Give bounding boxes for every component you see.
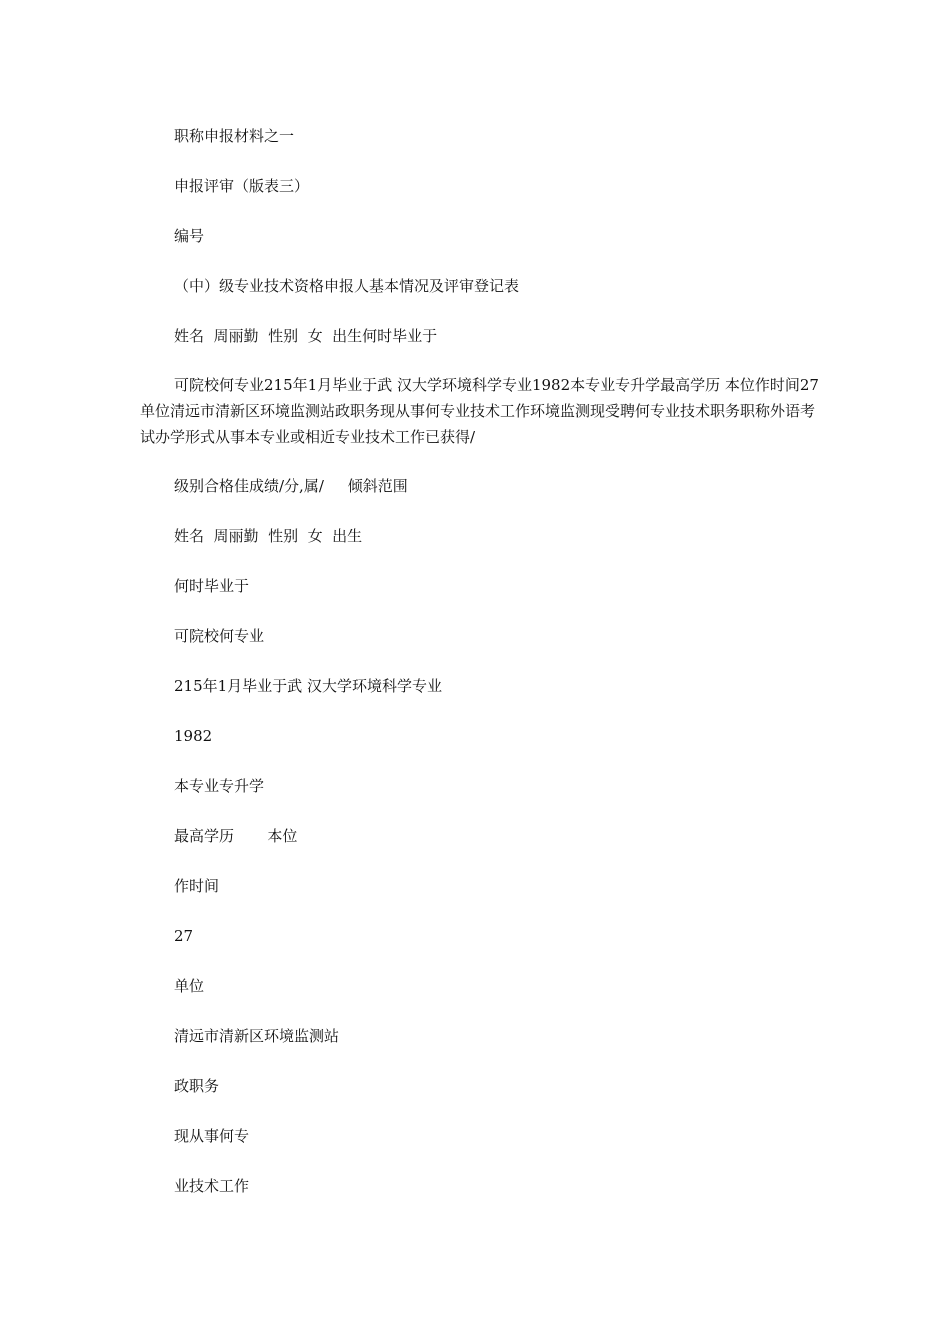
doc-paragraph: 可院校何专业215年1月毕业于武 汉大学环境科学专业1982本专业专升学最高学历 本位作时间27单位清远市清新区环境监测站政职务现从事何专业技术工作环境监测现受聘何专业技术职务职称外语考试办学形式从事本专业或相近专业技术工作已获得/ (140, 376, 819, 446)
doc-line: 级别合格佳成绩/分,属/ 倾斜范围 (174, 477, 408, 495)
doc-line-subtitle: 申报评审（版表三） (174, 177, 310, 195)
doc-line: 27 (174, 927, 194, 945)
doc-line: 作时间 (174, 877, 220, 895)
doc-line-title: 职称申报材料之一 (174, 127, 295, 145)
doc-line: 何时毕业于 (174, 577, 250, 595)
doc-line: 单位 (174, 977, 205, 995)
doc-line: 本专业专升学 (174, 777, 265, 795)
doc-line: 可院校何专业 (174, 627, 265, 645)
doc-line: 最高学历 本位 (174, 827, 298, 845)
doc-line-name-row: 姓名 周丽勤 性别 女 出生何时毕业于 (174, 327, 438, 345)
doc-line-number-label: 编号 (174, 227, 205, 245)
doc-line: 业技术工作 (174, 1177, 250, 1195)
doc-line: 1982 (174, 727, 213, 745)
doc-line: 现从事何专 (174, 1127, 250, 1145)
doc-line: 姓名 周丽勤 性别 女 出生 (174, 527, 363, 545)
doc-line: 215年1月毕业于武 汉大学环境科学专业 (174, 677, 442, 695)
doc-line: 政职务 (174, 1077, 220, 1095)
doc-line: 清远市清新区环境监测站 (174, 1027, 340, 1045)
doc-line-form-title: （中）级专业技术资格申报人基本情况及评审登记表 (174, 277, 520, 295)
